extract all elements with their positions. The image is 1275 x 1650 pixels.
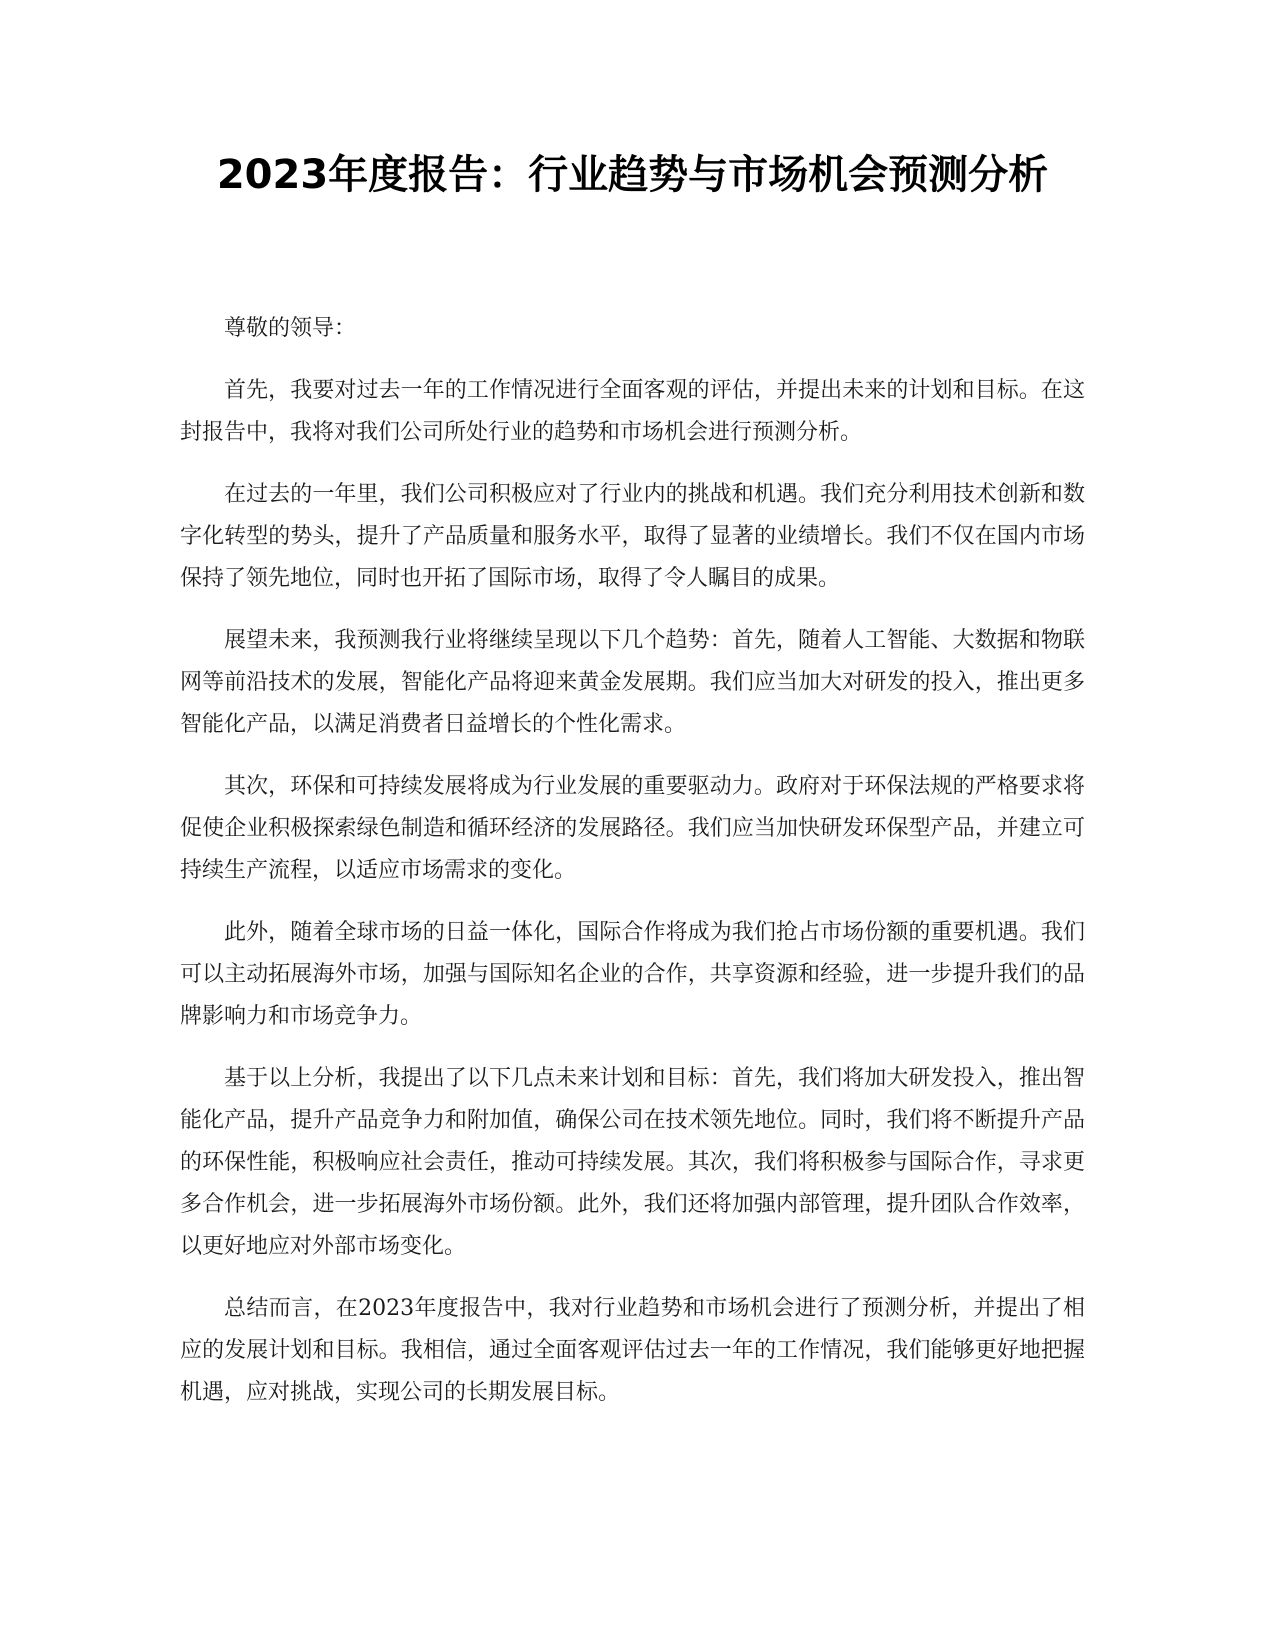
paragraph: 展望未来，我预测我行业将继续呈现以下几个趋势：首先，随着人工智能、大数据和物联网等前沿技术的发展，智能化产品将迎来黄金发展期。我们应当加大对研发的投入，推出更多智能化产品，以满足消费者日益增长的个性化需求。	[180, 628, 1085, 737]
paragraph: 总结而言，在2023年度报告中，我对行业趋势和市场机会进行了预测分析，并提出了相应的发展计划和目标。我相信，通过全面客观评估过去一年的工作情况，我们能够更好地把握机遇，应对挑战，实现公司的长期发展目标。	[180, 1296, 1085, 1405]
salutation: 尊敬的领导：	[224, 316, 357, 341]
paragraph: 其次，环保和可持续发展将成为行业发展的重要驱动力。政府对于环保法规的严格要求将促使企业积极探索绿色制造和循环经济的发展路径。我们应当加快研发环保型产品，并建立可持续生产流程，以适应市场需求的变化。	[180, 774, 1085, 883]
paragraph: 首先，我要对过去一年的工作情况进行全面客观的评估，并提出未来的计划和目标。在这封报告中，我将对我们公司所处行业的趋势和市场机会进行预测分析。	[180, 378, 1085, 445]
paragraph: 此外，随着全球市场的日益一体化，国际合作将成为我们抢占市场份额的重要机遇。我们可以主动拓展海外市场，加强与国际知名企业的合作，共享资源和经验，进一步提升我们的品牌影响力和市场竞争力。	[180, 920, 1085, 1029]
document-body	[180, 308, 1085, 1434]
paragraph: 基于以上分析，我提出了以下几点未来计划和目标：首先，我们将加大研发投入，推出智能化产品，提升产品竞争力和附加值，确保公司在技术领先地位。同时，我们将不断提升产品的环保性能，积极响应社会责任，推动可持续发展。其次，我们将积极参与国际合作，寻求更多合作机会，进一步拓展海外市场份额。此外，我们还将加强内部管理，提升团队合作效率，以更好地应对外部市场变化。	[180, 1066, 1085, 1259]
document-title: 2023年度报告：行业趋势与市场机会预测分析	[216, 152, 1049, 198]
paragraph: 在过去的一年里，我们公司积极应对了行业内的挑战和机遇。我们充分利用技术创新和数字化转型的势头，提升了产品质量和服务水平，取得了显著的业绩增长。我们不仅在国内市场保持了领先地位，同时也开拓了国际市场，取得了令人瞩目的成果。	[180, 482, 1085, 591]
